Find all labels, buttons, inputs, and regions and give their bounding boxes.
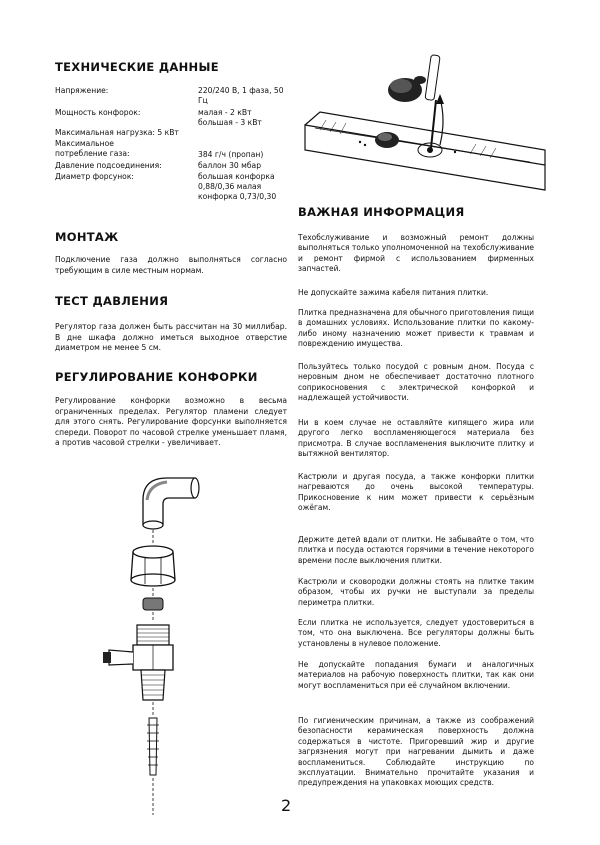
montage-text: Подключение газа должно выполняться согласно требующим в силе местным нормам. [55, 255, 287, 275]
spec-value-nozzle: большая конфорка 0,88/0,36 малая конфорка 0,73/0,30 [198, 172, 277, 202]
important-para-5: Ни в коем случае не оставляйте кипящего жира или другого легко воспламеняющегося материала без присмотра. В случае воспламенения выключите плитку и вытяжной вентилятор. [298, 418, 534, 459]
spec-value-gas-consumption: 384 г/ч (пропан) [198, 150, 264, 159]
spec-label-power: Мощность конфорок: [55, 108, 141, 117]
page-number: 2 [281, 796, 292, 815]
burner-knob-illustration [300, 50, 550, 200]
important-para-9: Если плитка не используется, следует удостовериться в том, что она выключена. Все регуляторы должны быть установлены в нулевое положение. [298, 618, 534, 648]
important-para-6: Кастрюли и другая посуда, а также конфорки плитки нагреваются до очень высокой температуры. Прикосновение к ним может привести к серьёзным ожёгам. [298, 472, 534, 513]
important-para-1: Техобслуживание и возможный ремонт должны выполняться только уполномоченной на техобслуживание и ремонт фирмой с использованием фирменных запчастей. [298, 233, 534, 274]
spec-value-voltage: 220/240 В, 1 фаза, 50 Гц [198, 86, 284, 106]
pressure-text: Регулятор газа должен быть рассчитан на 30 миллибар. В дне шкафа должно иметься выходное отверстие диаметром не менее 5 см. [55, 322, 287, 353]
important-para-10: Не допускайте попадания бумаги и аналогичных материалов на рабочую поверхность плитки, так как они могут воспламениться при её случайном включении. [298, 660, 534, 690]
important-para-11: По гигиеническим причинам, а также из соображений безопасности керамическая поверхность должна содержаться в чистоте. Пригоревший жир и другие загрязнения могут при нагревании дымить и даже воспламениться. Соблюдайте инструкцию по эксплуатации. Внимательно прочитайте указания и предупреждения на упаковках моющих средств. [298, 716, 534, 788]
tech-title: ТЕХНИЧЕСКИЕ ДАННЫЕ [55, 60, 219, 74]
nozzle-assembly-illustration [95, 470, 215, 825]
burner-title: РЕГУЛИРОВАНИЕ КОНФОРКИ [55, 370, 258, 384]
pressure-title: ТЕСТ ДАВЛЕНИЯ [55, 294, 169, 308]
important-para-2: Не допускайте зажима кабеля питания плитки. [298, 288, 489, 297]
spec-label-pressure: Давление подсоединения: [55, 161, 162, 170]
spec-value-pressure: баллон 30 мбар [198, 161, 262, 170]
important-para-3: Плитка предназначена для обычного приготовления пищи в домашних условиях. Использование плитки по какому-либо иному назначению может привести к травмам и повреждению имущества. [298, 308, 534, 349]
important-para-8: Кастрюли и сковородки должны стоять на плитке таким образом, чтобы их ручки не выступали за пределы периметра плитки. [298, 577, 534, 607]
spec-label-nozzle: Диаметр форсунок: [55, 172, 134, 181]
spec-label-gas-consumption: Максимальное потребление газа: [55, 139, 130, 159]
important-para-7: Держите детей вдали от плитки. Не забывайте о том, что плитка и посуда остаются горячими в течение некоторого времени после выключения плитки. [298, 535, 534, 565]
spec-label-voltage: Напряжение: [55, 86, 109, 95]
spec-value-power: малая - 2 кВт большая - 3 кВт [198, 108, 262, 128]
montage-title: МОНТАЖ [55, 230, 119, 244]
important-title: ВАЖНАЯ ИНФОРМАЦИЯ [298, 205, 465, 219]
burner-text: Регулирование конфорки возможно в весьма ограниченных пределах. Регулятор пламени следует для этого снять. Регулирование форсунки выполняется спереди. Поворот по часовой стрелке уменьшает пламя, а против часовой стрелки - увеличивает. [55, 396, 287, 448]
important-para-4: Пользуйтесь только посудой с ровным дном. Посуда с неровным дном не обеспечивает достаточно плотного соприкосновения с электрической конфоркой и надлежащей устойчивости. [298, 362, 534, 403]
spec-label-max-load: Максимальная нагрузка: 5 кВт [55, 128, 179, 137]
